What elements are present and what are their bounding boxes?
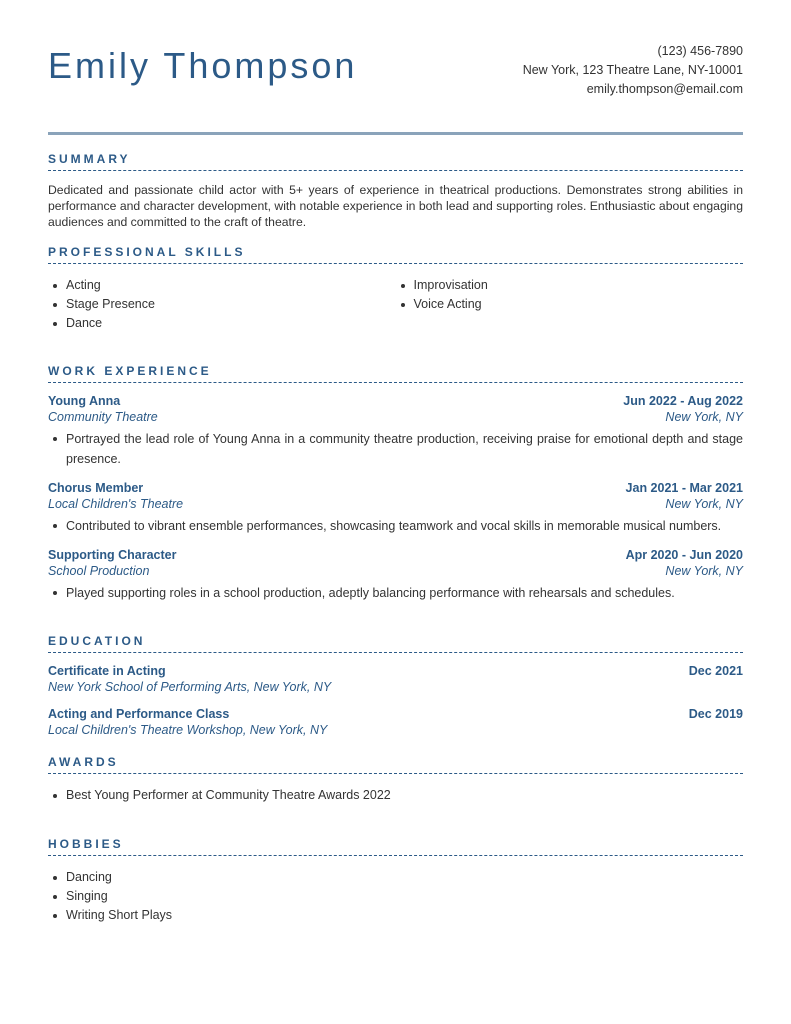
phone: (123) 456-7890 [657, 44, 743, 58]
summary-section [48, 152, 743, 230]
award-item: Best Young Performer at Community Theatre Awards 2022 [48, 786, 743, 805]
experience-section [48, 364, 743, 603]
education-entry [48, 664, 743, 695]
school-name: Local Children's Theatre Workshop, New York, NY [48, 723, 328, 737]
education-date: Dec 2019 [688, 707, 743, 721]
job-title: Young Anna [48, 394, 121, 408]
summary-text: Dedicated and passionate child actor with 5+ years of experience in theatrical productions. Demonstrates strong abilities in performance and character development, with notable experience in both lead and supporting roles. Enthusiastic about engaging audiences and committed to the craft of theatre. [48, 183, 743, 229]
job-bullet: Played supporting roles in a school production, adeptly balancing performance with rehearsals and schedules. [48, 583, 743, 603]
job-organization: Local Children's Theatre [48, 497, 184, 511]
hobbies-section [48, 837, 743, 925]
awards-section [48, 755, 743, 805]
job-location: New York, NY [665, 497, 743, 511]
candidate-name: Emily Thompson [48, 45, 358, 86]
job-dates: Jan 2021 - Mar 2021 [625, 481, 743, 495]
degree-title: Certificate in Acting [48, 664, 166, 678]
job-location: New York, NY [665, 410, 743, 424]
section-title-education: EDUCATION [48, 634, 743, 653]
skill-item: Dance [48, 314, 396, 333]
job-dates: Apr 2020 - Jun 2020 [625, 548, 743, 562]
skills-columns [48, 276, 743, 333]
degree-title: Acting and Performance Class [48, 707, 230, 721]
education-section [48, 634, 743, 738]
job-organization: Community Theatre [48, 410, 158, 424]
skill-item: Improvisation [396, 276, 744, 295]
job-location: New York, NY [665, 564, 743, 578]
section-title-skills: PROFESSIONAL SKILLS [48, 245, 743, 264]
contact-block [523, 42, 743, 99]
education-date: Dec 2021 [688, 664, 743, 678]
skills-section [48, 245, 743, 333]
hobby-item: Singing [48, 887, 743, 906]
job-bullet: Portrayed the lead role of Young Anna in a community theatre production, receiving praise for emotional depth and stage presence. [48, 429, 743, 469]
job-entry [48, 394, 743, 469]
hobby-item: Writing Short Plays [48, 906, 743, 925]
job-entry [48, 548, 743, 603]
skill-item: Voice Acting [396, 295, 744, 314]
email: emily.thompson@email.com [586, 82, 743, 96]
education-entry [48, 707, 743, 738]
section-title-hobbies: HOBBIES [48, 837, 743, 856]
skills-list-right [396, 276, 744, 333]
skill-item: Stage Presence [48, 295, 396, 314]
job-title: Chorus Member [48, 481, 144, 495]
skills-list-left [48, 276, 396, 333]
address: New York, 123 Theatre Lane, NY-10001 [522, 63, 743, 77]
section-title-awards: AWARDS [48, 755, 743, 774]
job-dates: Jun 2022 - Aug 2022 [623, 394, 743, 408]
job-organization: School Production [48, 564, 150, 578]
skill-item: Acting [48, 276, 396, 295]
job-entry [48, 481, 743, 536]
school-name: New York School of Performing Arts, New York, NY [48, 680, 332, 694]
hobby-item: Dancing [48, 868, 743, 887]
job-title: Supporting Character [48, 548, 177, 562]
header-divider [48, 132, 743, 135]
section-title-summary: SUMMARY [48, 152, 743, 171]
job-bullet: Contributed to vibrant ensemble performances, showcasing teamwork and vocal skills in memorable musical numbers. [48, 516, 743, 536]
section-title-experience: WORK EXPERIENCE [48, 364, 743, 383]
